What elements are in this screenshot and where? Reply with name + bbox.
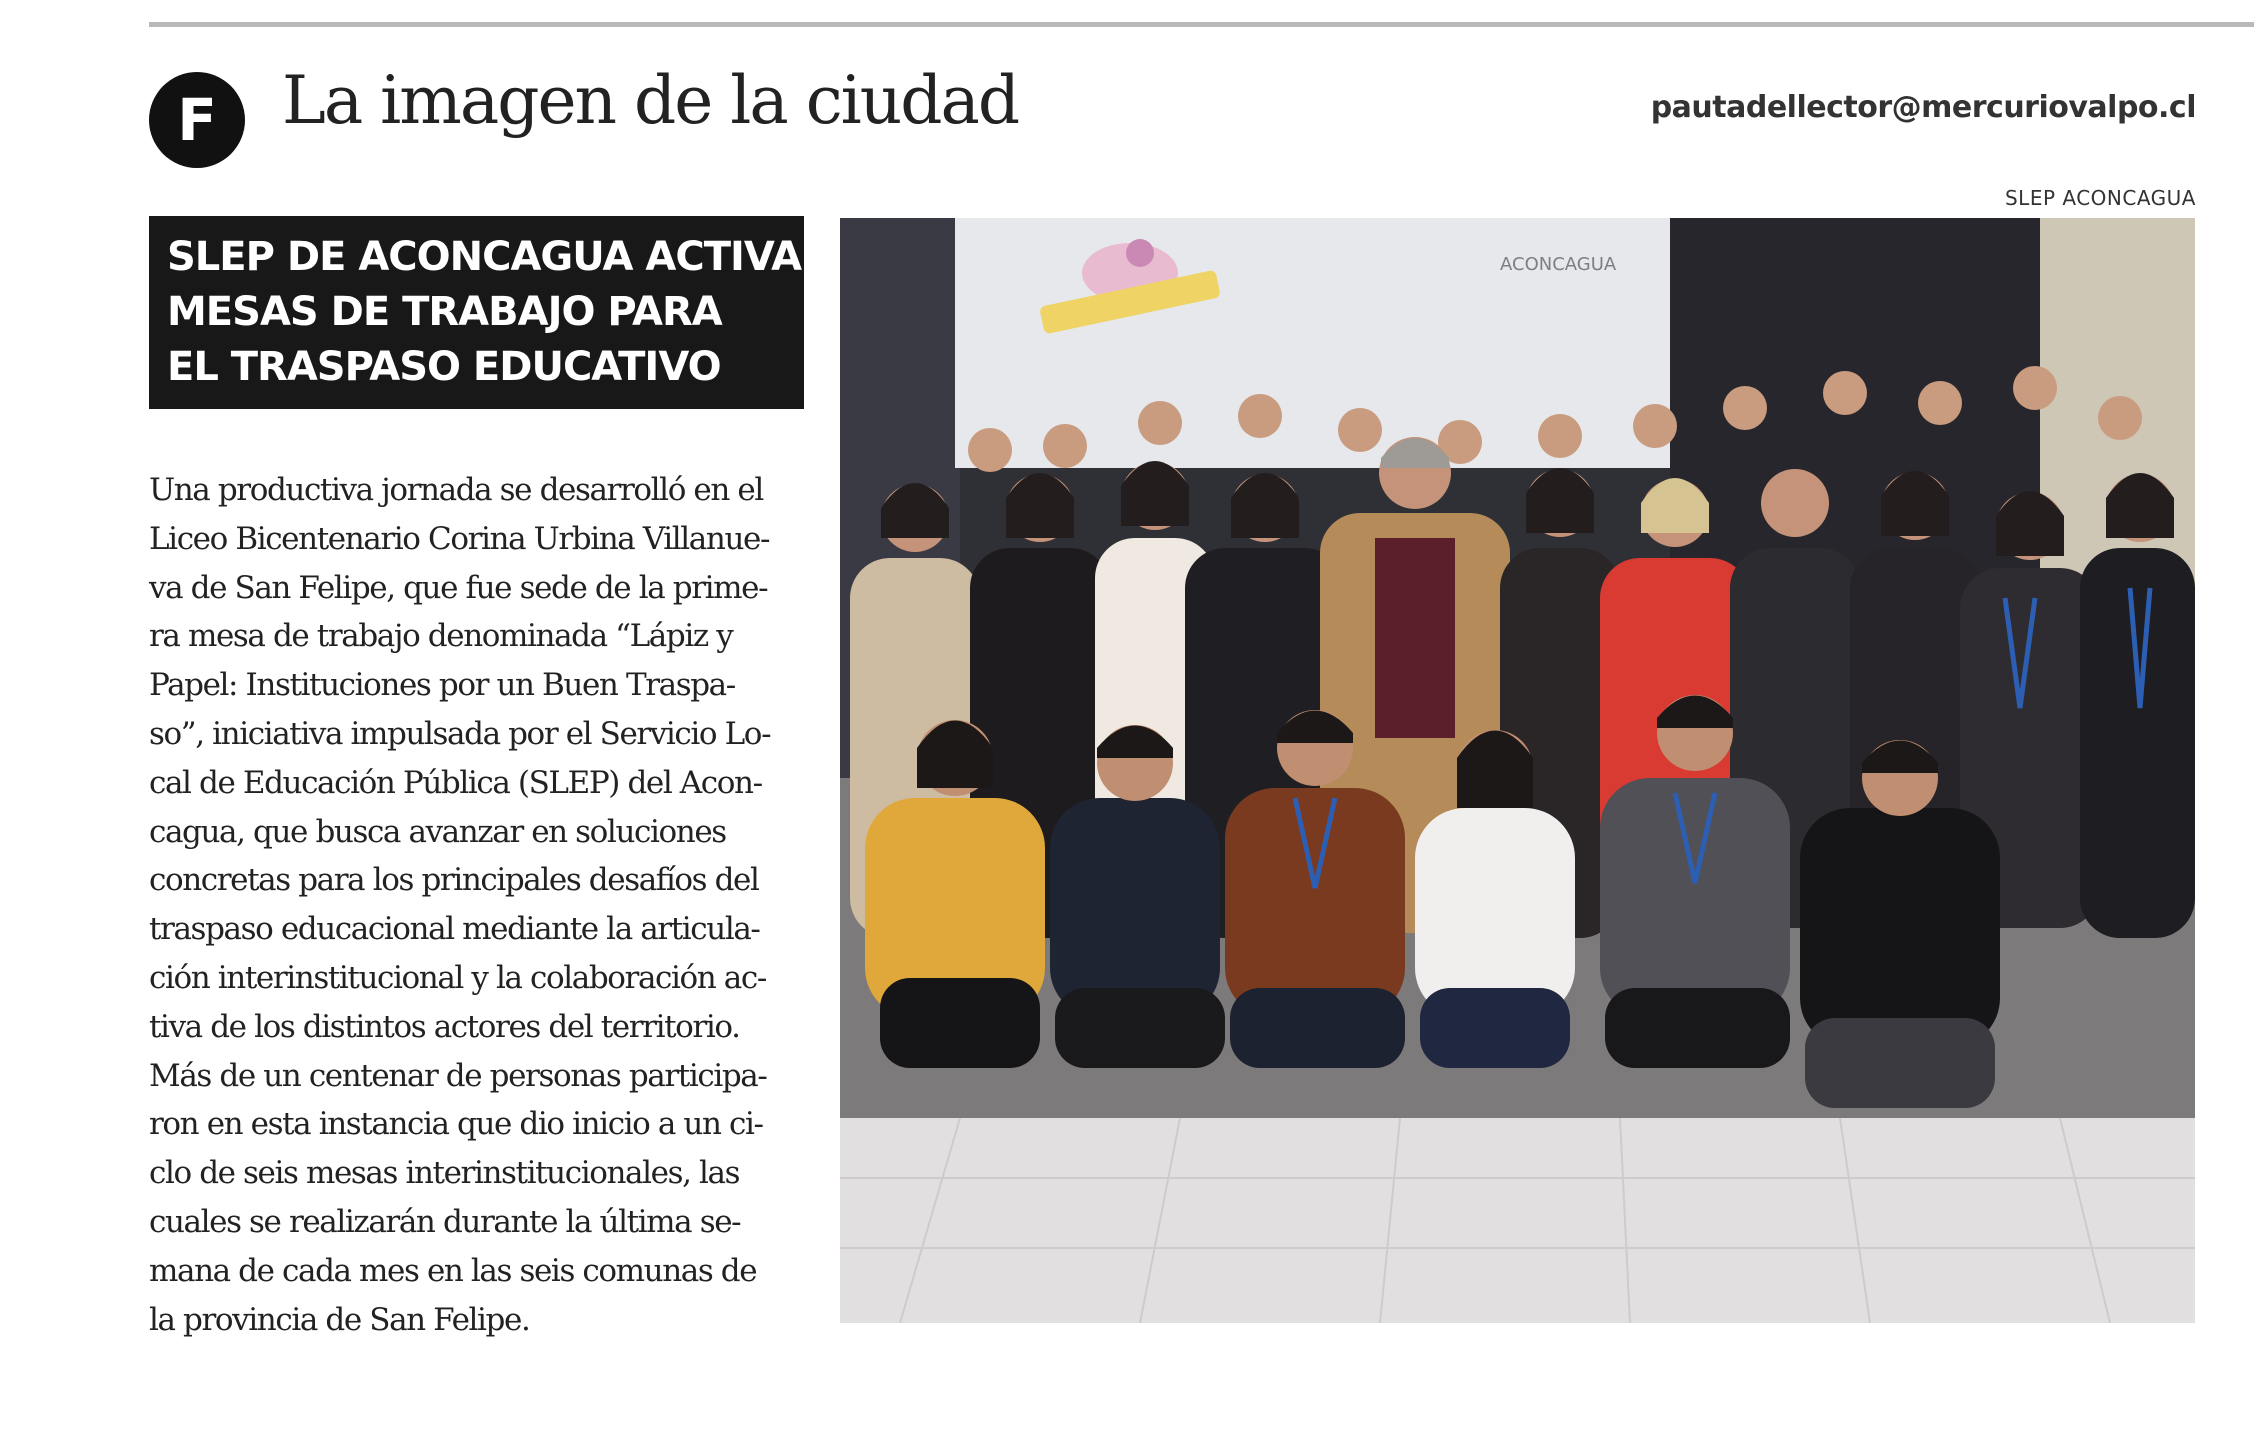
body-line: Liceo Bicentenario Corina Urbina Villanue-: [149, 520, 770, 557]
body-line: mana de cada mes en las seis comunas de: [149, 1252, 757, 1289]
body-line: clo de seis mesas interinstitucionales, las: [149, 1155, 740, 1192]
body-line: cagua, que busca avanzar en soluciones: [149, 813, 726, 850]
headline-line: SLEP DE ACONCAGUA ACTIVA: [167, 234, 802, 280]
body-line: ra mesa de trabajo denominada “Lápiz y: [149, 618, 733, 655]
screen-logo-text: ACONCAGUA: [1500, 254, 1617, 275]
photo-credit: SLEP ACONCAGUA: [2004, 186, 2196, 210]
body-line: va de San Felipe, que fue sede de la prime-: [149, 569, 768, 606]
reader-email-link[interactable]: pautadellector@mercuriovalpo.cl: [1650, 90, 2196, 125]
body-line: Papel: Instituciones por un Buen Traspa-: [149, 667, 735, 704]
article-body: [149, 466, 799, 1344]
headline-line: MESAS DE TRABAJO PARA: [167, 289, 722, 335]
body-line: cuales se realizarán durante la última se-: [149, 1203, 741, 1240]
body-line: Una productiva jornada se desarrolló en el: [149, 472, 763, 508]
body-line: traspaso educacional mediante la articula-: [149, 911, 760, 948]
section-title: La imagen de la ciudad: [282, 62, 1019, 139]
body-line: tiva de los distintos actores del territorio.: [149, 1008, 740, 1045]
group-photo: [840, 218, 2195, 1323]
headline-line: EL TRASPASO EDUCATIVO: [167, 344, 721, 390]
headline: [149, 216, 804, 409]
body-line: la provincia de San Felipe.: [149, 1301, 530, 1338]
body-line: cal de Educación Pública (SLEP) del Acon-: [149, 764, 762, 801]
group-photo-illustration: [840, 218, 2195, 1323]
body-line: ción interinstitucional y la colaboración ac-: [149, 959, 766, 996]
body-line: Más de un centenar de personas participa-: [149, 1057, 767, 1094]
top-rule: [149, 22, 2254, 27]
body-line: so”, iniciativa impulsada por el Servicio Lo-: [149, 715, 771, 752]
section-badge: F: [149, 72, 245, 168]
body-line: ron en esta instancia que dio inicio a un ci-: [149, 1106, 763, 1143]
body-line: concretas para los principales desafíos del: [149, 862, 759, 899]
